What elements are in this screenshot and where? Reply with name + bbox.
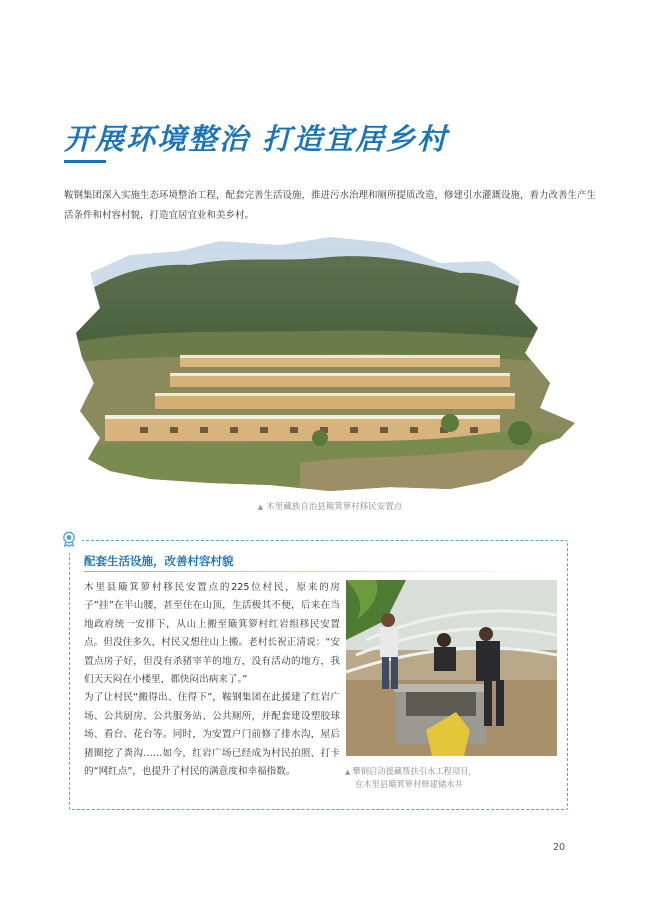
triangle-icon: ▲ — [257, 503, 264, 511]
triangle-icon: ▲ — [345, 768, 351, 776]
intro-paragraph: 鞍钢集团深入实施生态环境整治工程，配套完善生活设施，推进污水治理和厕所提质改造，修建引水灌溉设施，着力改善生产生活条件和村容村貌，打造宜居宜业和美乡村。 — [64, 190, 597, 221]
rosette-badge-icon — [61, 531, 77, 547]
body-paragraph-1: 木里县簸箕箩村移民安置点的225位村民，原来的房子“挂”在半山腰，甚至住在山顶，生活极其不便，后来在当地政府统一安排下，从山上搬至簸箕箩村红岩组移民安置点。但没住多久，村民又想往山上搬。老村长祝正清说：“安置点房子好，但没有杀猪宰羊的地方，没有活动的地方，我们天天闷在小楼里，都快闷出病来了。” — [84, 582, 340, 686]
main-photo-caption: ▲ 木里藏族自治县簸箕箩村移民安置点 — [257, 502, 403, 512]
section-body — [84, 579, 340, 781]
title-underline — [64, 160, 106, 163]
section-title: 配套生活设施，改善村容村貌 — [84, 554, 234, 568]
body-paragraph-2: 为了让村民“搬得出、住得下”，鞍钢集团在此援建了红岩广场、公共厨房、公共服务站、公共厕所，并配套建设塑胶球场、看台、花台等。同时，为安置户门前修了排水沟，屋后猪圈挖了粪沟……如今，红岩广场已经成为村民拍照、打卡的“网红点”，也提升了村民的满意度和幸福指数。 — [84, 692, 340, 778]
page-number: 20 — [553, 842, 566, 853]
resettlement-village-photo — [70, 233, 580, 495]
page-title: 开展环境整治 打造宜居乡村 — [64, 122, 449, 156]
water-well-construction-photo — [346, 580, 557, 756]
side-photo-caption: ▲ 攀钢启动援藏帮扶引水工程项目， 在木里县簸箕箩村修建储水井 — [345, 766, 477, 789]
section-title-rule — [84, 571, 558, 572]
